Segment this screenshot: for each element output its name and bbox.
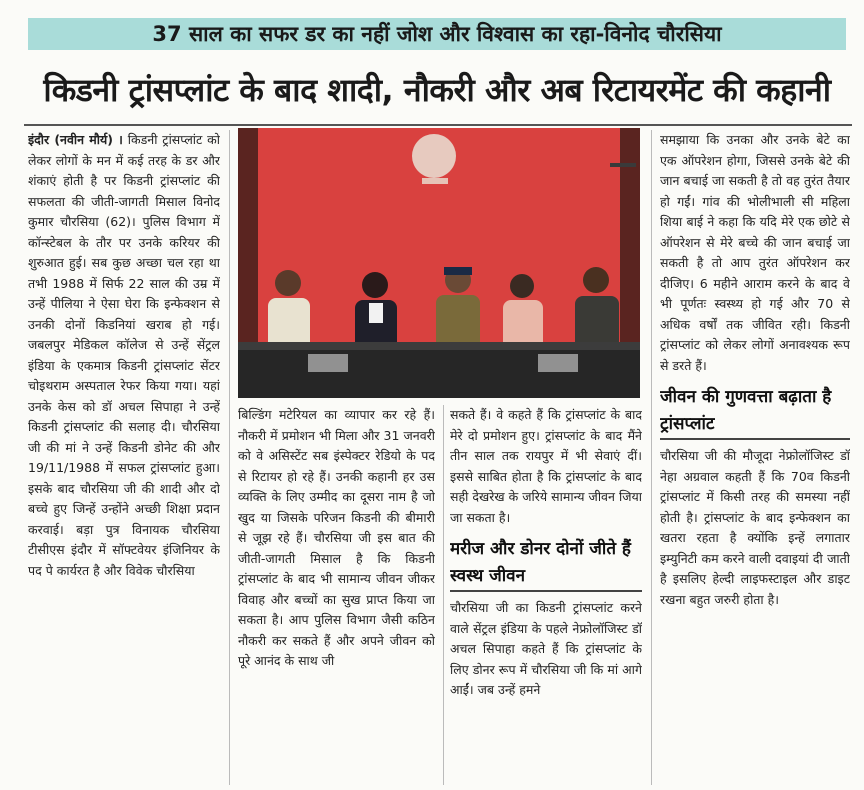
headline-rule — [24, 124, 852, 126]
col4-body-2: चौरसिया जी की मौजूदा नेफ्रोलॉजिस्ट डॉ नेहा अग्रवाल कहती हैं कि 70व किडनी ट्रांसप्लांट में किसी तरह की समस्या नहीं होती है। ट्रांसप्लांट के बाद इन्फेक्शन का खतरा रहता है क्योंकि इन्हें लगातार इम्युनिटी कम करने वाली दवाइयां दी जाती है इसलिए हेल्दी लाइफस्टाइल और डाइट रखना बहुत जरुरी होता है। — [660, 448, 850, 607]
headline: किडनी ट्रांसप्लांट के बाद शादी, नौकरी और अब रिटायरमेंट की कहानी — [43, 70, 831, 109]
subhead-patient-donor: मरीज और डोनर दोनों जीते हैं स्वस्थ जीवन — [450, 536, 642, 592]
col1-body: किडनी ट्रांसप्लांट को लेकर लोगों के मन में कई तरह के डर और शंकाएं होती है पर किडनी ट्रांसप्लांट की सफलता की जीती-जागती मिसाल विनोद कुमार चौरसिया (62)। पुलिस विभाग में कॉन्स्टेबल के तौर पर उनके करियर की शुरुआत हुई। सब कुछ अच्छा चल रहा था तभी 1988 में सिर्फ 22 साल की उम्र में उन्हें पीलिया ने ऐसा घेरा कि इन्फेक्शन से उनकी दोनों किडनियां खराब हो गई। जबलपुर मेडिकल कॉलेज से उन्हें सेंट्रल इंडिया के एकमात्र किडनी ट्रांसप्लांट सेंटर चोइथराम अस्पताल रेफर किया गया। यहां उनके केस को डॉ अचल सिपाहा ने उन्हें किडनी ट्रांसप्लांट की सलाह दी। चौरसिया जी की मां ने उन्हें किडनी डोनेट की और 19/11/1988 में सफल ट्रांसप्लांट हुआ। इसके बाद चौरसिया जी की शादी और दो बच्चे हुए जिन्हें उन्होंने अच्छी शिक्षा प्रदान करवाई। बड़ा पुत्र विनायक चौरसिया टीसीएस इंदौर में सॉफ्टवेयर इंजिनियर के पद पे कार्यरत है और विवेक चौरसिया — [28, 132, 220, 578]
column-4 — [660, 130, 850, 785]
column-1 — [28, 130, 220, 785]
col4-body: समझाया कि उनका और उनके बेटे का एक ऑपरेशन होगा, जिससे उनके बेटे की जान बचाई जा सकती है तो वह तुरंत तैयार हो गईं। गांव की भोलीभाली सी महिला शिया बाई ने कहा कि यदि मेरे एक छोटे से ऑपरेशन से मेरे बच्चे की जान बचाई जा सकती है तो आप तुरंत ऑपरेशन कर दीजिए। 6 महीने आराम करने के बाद वे भी पूर्णतः स्वस्थ्य हो गई और 70 से अधिक वर्षों तक जीवित रही। किडनी ट्रांसप्लांट को लेकर लोगों अनावश्यक रूप से डरते हैं। — [660, 132, 850, 373]
column-divider — [229, 130, 230, 785]
photo-illustration — [238, 128, 640, 398]
column-3 — [450, 405, 642, 785]
col3-body-2: चौरसिया जी का किडनी ट्रांसप्लांट करने वाले सेंट्रल इंडिया के पहले नेफ्रोलॉजिस्ट डॉ अचल सिपाहा कहते हैं कि ट्रांसप्लांट के लिए डोनर रूप में चौरसिया जी कि मां आगे आईं। जब उन्हें हमने — [450, 600, 642, 697]
kicker-banner — [28, 18, 846, 50]
kicker-text: 37 साल का सफर डर का नहीं जोश और विश्वास का रहा-विनोद चौरसिया — [152, 22, 722, 46]
column-2 — [238, 405, 435, 785]
col3-body: सकते हैं। वे कहते हैं कि ट्रांसप्लांट के बाद मेरे दो प्रमोशन हुए। ट्रांसप्लांट के बाद मैंने तीन साल तक रायपुर में भी सेवाएं दीं। इससे साबित होता है कि ट्रांसप्लांट के बाद सही देखरेख के जरिये सामान्य जीवन जिया जा सकता है। — [450, 407, 642, 525]
column-divider — [443, 405, 444, 785]
subhead-quality-of-life: जीवन की गुणवत्ता बढ़ाता है ट्रांसप्लांट — [660, 384, 850, 440]
col2-body: बिल्डिंग मटेरियल का व्यापार कर रहे हैं। नौकरी में प्रमोशन भी मिला और 31 जनवरी को वे असिस्टेंट सब इंस्पेक्टर रेडियो के पद से रिटायर हो रहे हैं। उनकी कहानी हर उस व्यक्ति के लिए उम्मीद का दूसरा नाम है जो खुद या जिसके परिजन किडनी की बीमारी से जूझ रहे हैं। चौरसिया जी इस बात की जीती-जागती मिसाल है कि किडनी ट्रांसप्लांट के बाद भी सामान्य जीवन जीकर विवाह और बच्चों का सुख प्राप्त किया जा सकता है। आप पुलिस विभाग जैसी कठिन नौकरी कर सकते हैं और अपने जीवन को पूरे आनंद के साथ जी — [238, 407, 435, 668]
column-divider — [651, 130, 652, 785]
dateline: इंदौर (नवीन मौर्य) । — [28, 132, 123, 147]
press-conference-photo — [238, 128, 640, 398]
